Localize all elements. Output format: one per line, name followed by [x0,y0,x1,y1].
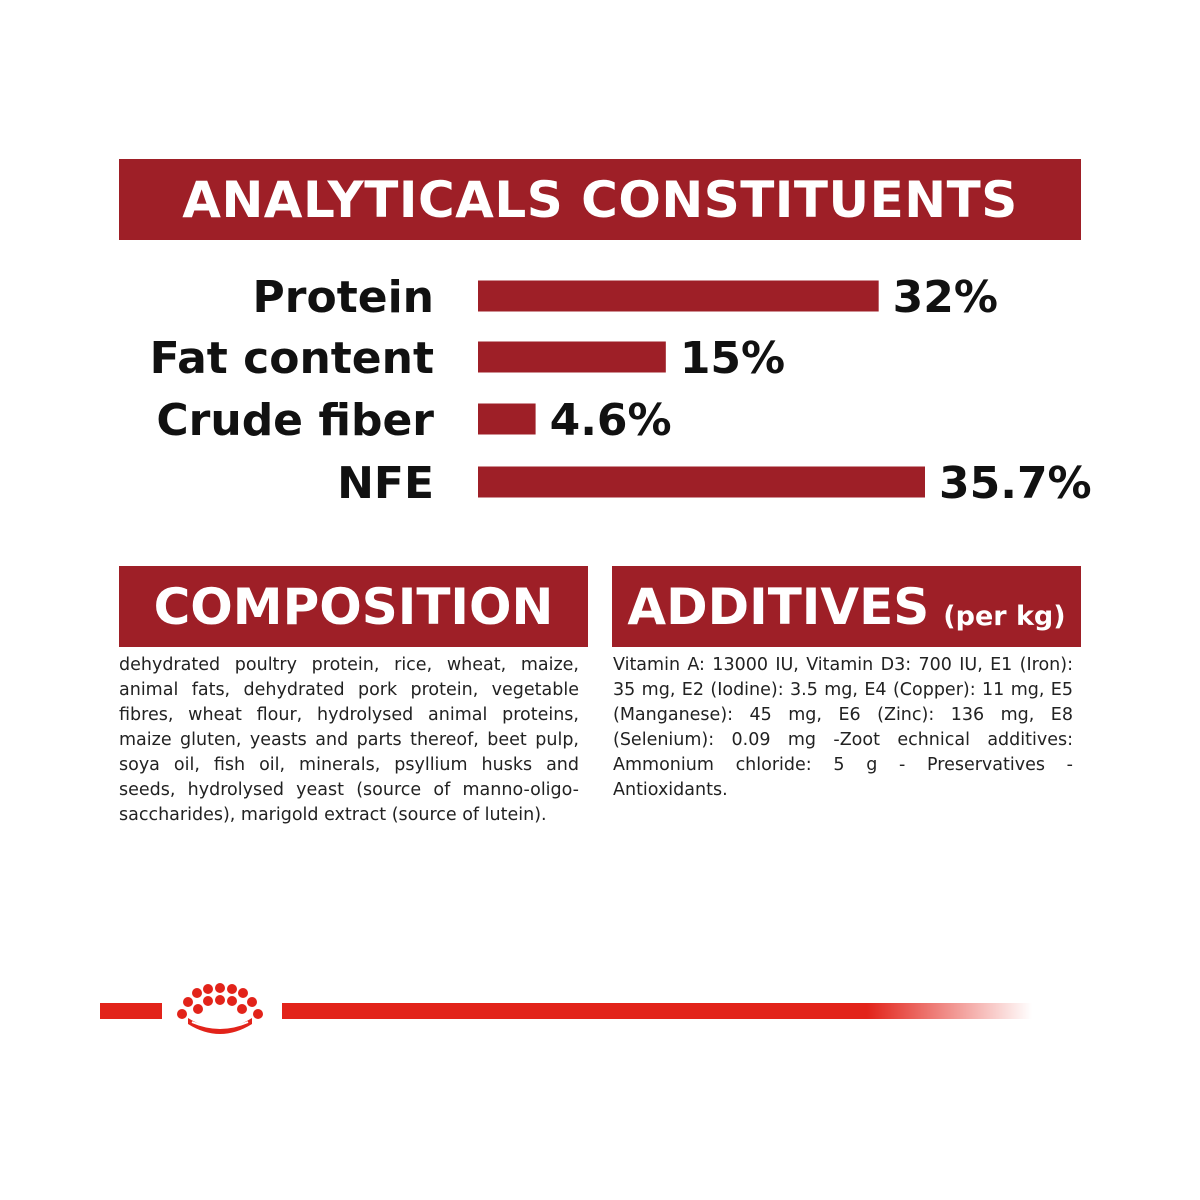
bar [478,467,925,498]
royal-crown-logo-icon [168,980,272,1036]
category-label: Fat content [149,333,434,384]
bar [478,404,536,435]
value-label: 32% [892,272,999,323]
category-label: Protein [252,272,434,323]
analytics-title: ANALYTICALS CONSTITUENTS [182,170,1018,229]
value-label: 15% [679,333,786,384]
additives-text: Vitamin A: 13000 IU, Vitamin D3: 700 IU, E1 (Iron): 35 mg, E2 (Iodine): 3.5 mg, E4 (Copper): 11 mg, E5 (Manganese): 45 mg, E6 (Zinc): 136 mg, E8 (Selenium): 0.09 mg -Zoot echnical additives: Ammonium chloride: 5 g - Preservatives - Antioxidants. [613,655,1073,800]
additives-title-banner [612,566,1081,647]
analytics-title-banner [119,159,1081,240]
additives-title: ADDITIVES [627,577,930,636]
composition-text: dehydrated poultry protein, rice, wheat, maize, animal fats, dehydrated pork protein, vegetable fibres, wheat flour, hydrolysed animal proteins, maize gluten, yeasts and parts thereof, beet pulp, soya oil, fish oil, minerals, psyllium husks and seeds, hydrolysed yeast (source of manno-oligo-saccharides), marigold extract (source of lutein). [119,655,579,825]
analytics-bar-chart [0,260,1200,520]
category-label: Crude fiber [156,395,434,446]
additives-unit-suffix: (per kg) [943,601,1066,632]
footer-line-right [282,1003,1032,1019]
composition-title: COMPOSITION [153,577,554,636]
value-label: 35.7% [939,458,1092,509]
composition-title-banner [119,566,588,647]
bar [478,342,666,373]
bar [478,281,879,312]
category-label: NFE [337,458,434,509]
value-label: 4.6% [549,395,672,446]
footer-line-left [100,1003,162,1019]
